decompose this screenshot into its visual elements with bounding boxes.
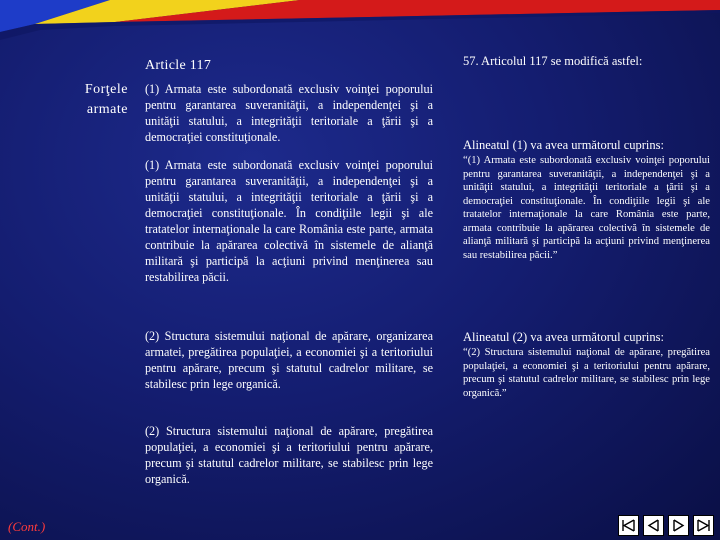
article-heading: Article 117 <box>145 58 212 73</box>
amended-paragraph-2: (2) Structura sistemului naţional de apărare, pregătirea populaţiei, a economiei şi a teritoriului pentru apărare, precum şi statutul cadrelor militare, se stabilesc prin lege organică. <box>145 424 433 486</box>
previous-slide-button[interactable] <box>643 515 664 536</box>
paragraph-1-subheading: Alineatul (1) va avea următorul cuprins: <box>463 138 664 152</box>
paragraph-2-subheading: Alineatul (2) va avea următorul cuprins: <box>463 330 664 344</box>
paragraph-1-quote: “(1) Armata este subordonată exclusiv voinţei poporului pentru garantarea suveranităţii, a independenţei şi a unităţii statului, a integrităţii teritoriale a ţării şi a democraţiei constituţionale. În condiţiile legii şi ale tratatelor internaţionale la care România este parte, armata contribuie la apărarea colectivă în sistemele de alianţă militară şi participă la acţiuni privind menţinerea sau restabilirea păcii.” <box>463 155 710 261</box>
last-slide-button[interactable] <box>693 515 714 536</box>
section-title-line-2: armate <box>86 102 128 117</box>
next-slide-icon <box>669 516 688 535</box>
first-slide-button[interactable] <box>618 515 639 536</box>
previous-slide-icon <box>644 516 663 535</box>
section-title <box>60 80 128 120</box>
amendment-heading: 57. Articolul 117 se modifică astfel: <box>463 54 643 68</box>
first-slide-icon <box>619 516 638 535</box>
original-paragraph-1: (1) Armata este subordonată exclusiv voinţei poporului pentru garantarea suveranităţii, a independenţei şi a unităţii statului, a integrităţii teritoriale a ţării şi a democraţiei constituţionale. <box>145 82 433 144</box>
original-paragraph-2: (2) Structura sistemului naţional de apărare, organizarea armatei, pregătirea populaţiei, a economiei şi a teritoriului pentru apărare, precum şi statutul cadrelor militare, se stabilesc prin lege organică. <box>145 329 433 391</box>
flag-stripes-decoration <box>0 0 720 60</box>
paragraph-2-quote: “(2) Structura sistemului naţional de apărare, pregătirea populaţiei, a economiei şi a teritoriului pentru apărare, precum şi statutul cadrelor militare, se stabilesc prin lege organică.” <box>463 347 710 399</box>
continued-label: (Cont.) <box>8 519 46 534</box>
next-slide-button[interactable] <box>668 515 689 536</box>
amended-paragraph-1: (1) Armata este subordonată exclusiv voinţei poporului pentru garantarea suveranităţii, a independenţei şi a unităţii statului, a integrităţii teritoriale a ţării şi a democraţiei constituţionale. În condiţiile legii şi ale tratatelor internaţionale la care România este parte, armata contribuie la apărarea colectivă în sistemele de alianţă militară şi participă la acţiuni privind menţinerea sau restabilirea păcii. <box>145 158 433 284</box>
section-title-line-1: Forţele <box>84 82 128 97</box>
last-slide-icon <box>694 516 713 535</box>
